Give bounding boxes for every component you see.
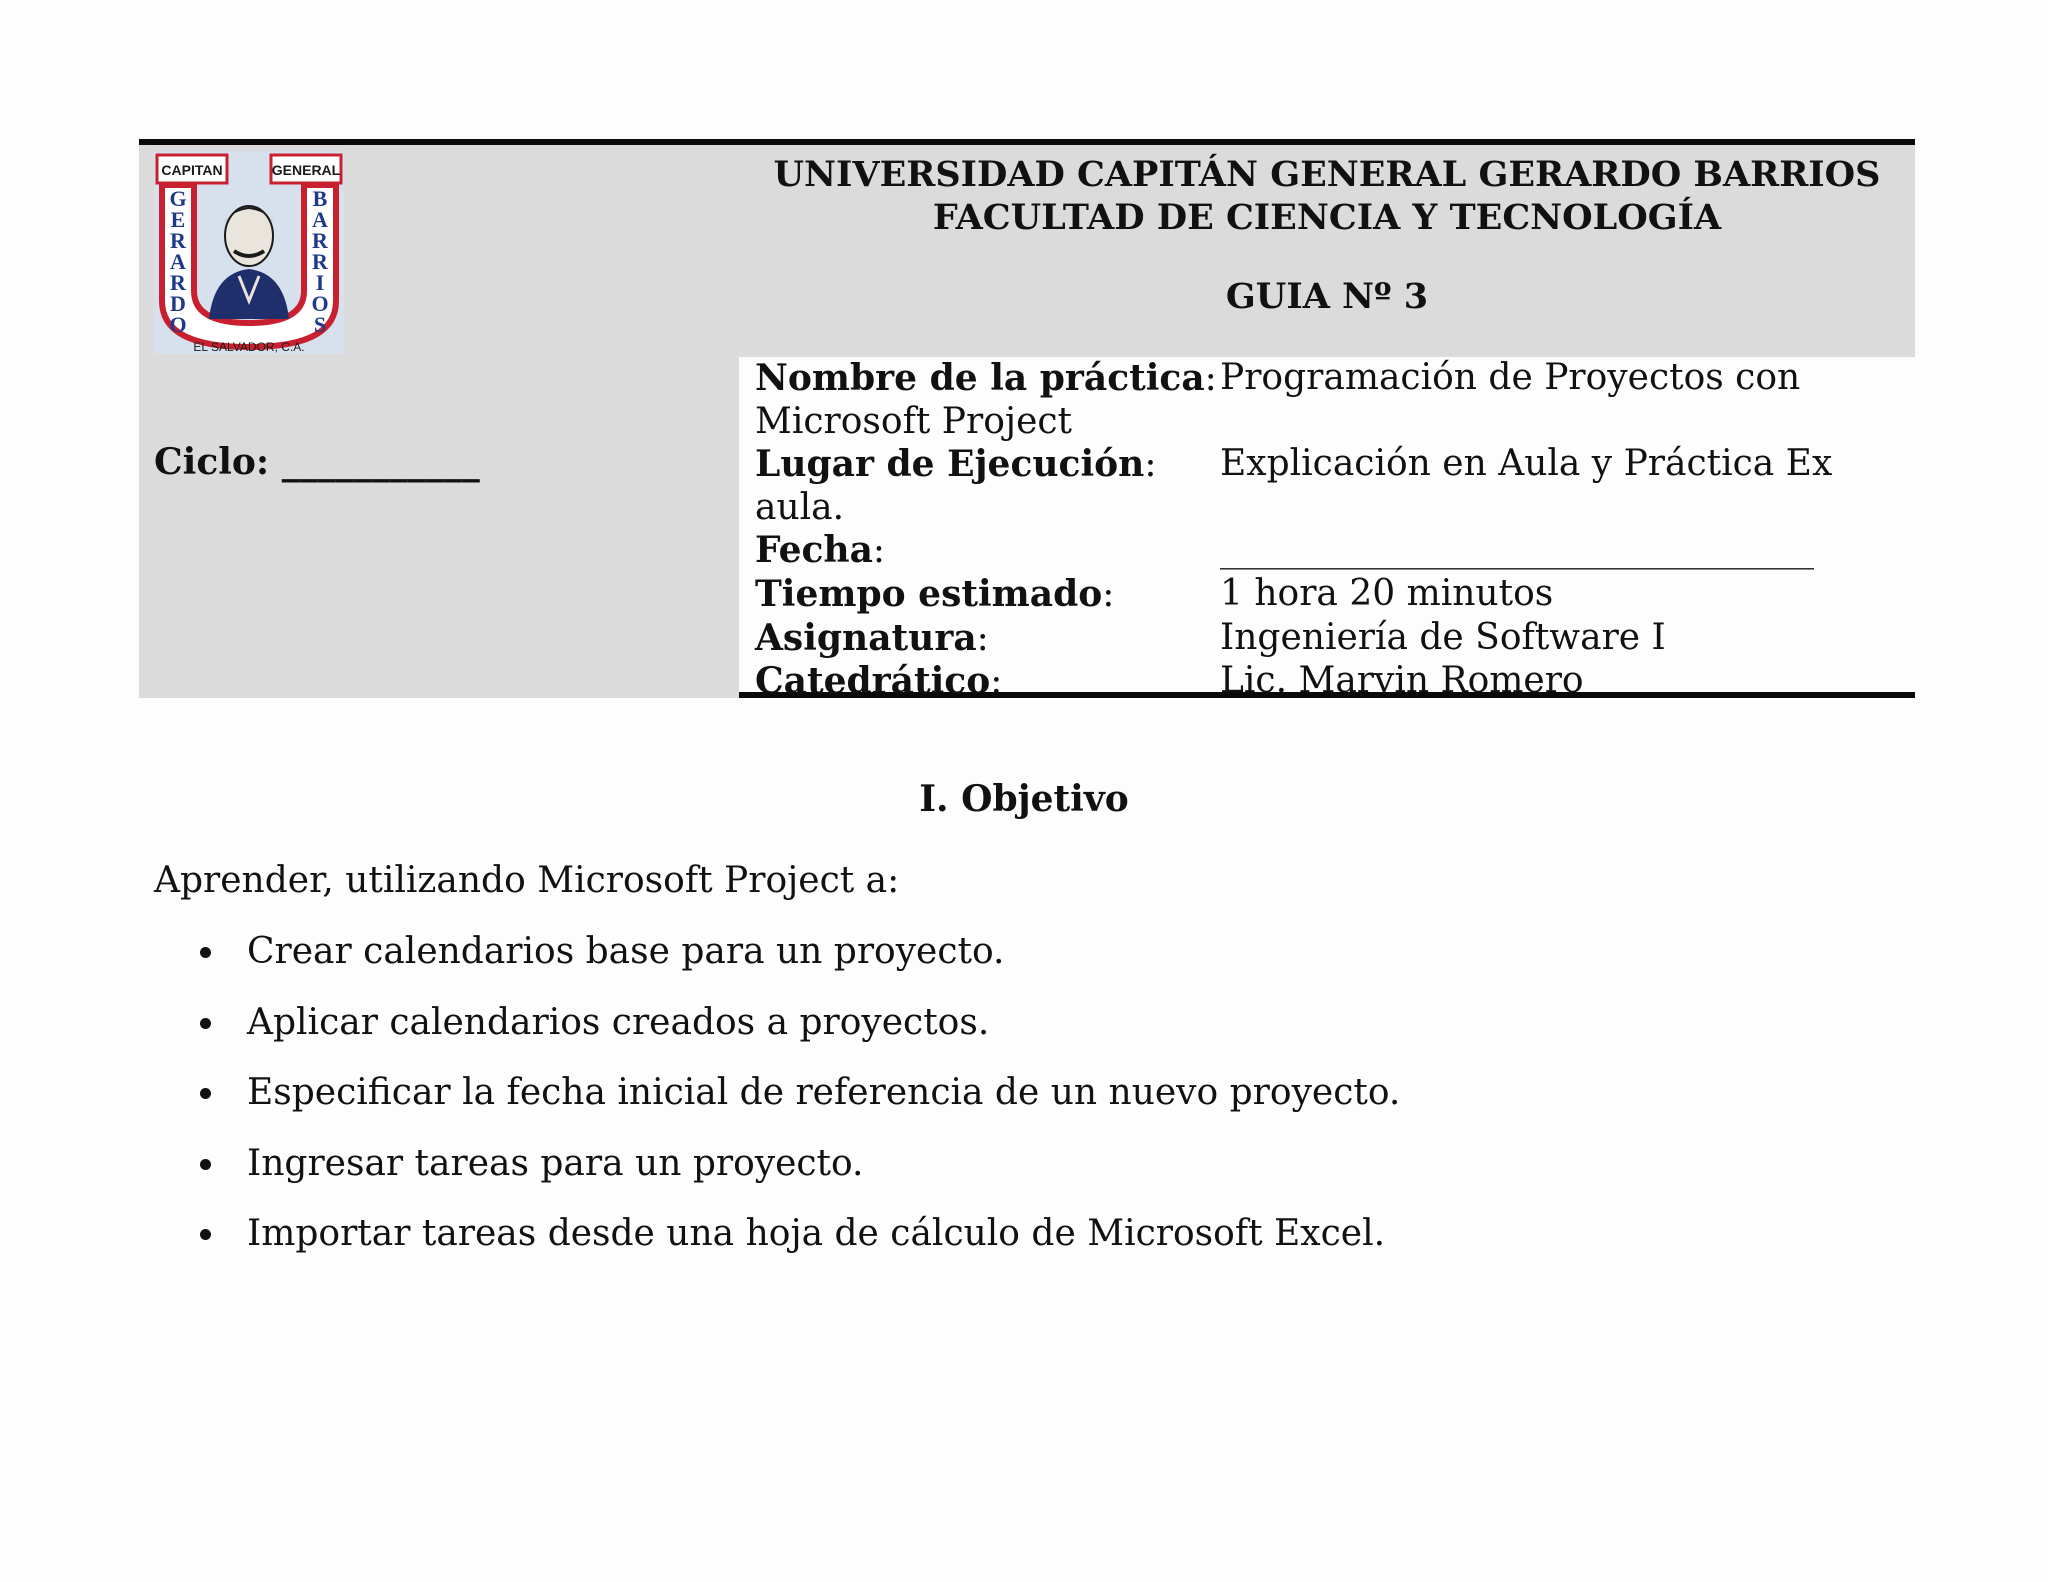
ciclo-field: Ciclo: ___________ xyxy=(154,441,480,483)
info-label: Lugar de Ejecución xyxy=(755,443,1145,486)
svg-text:A: A xyxy=(170,249,186,274)
bullet-icon xyxy=(200,1159,211,1170)
info-value-continuation: Microsoft Project xyxy=(755,400,1073,442)
header-titles xyxy=(739,153,1915,239)
svg-text:O: O xyxy=(311,291,329,316)
svg-text:G: G xyxy=(169,186,187,211)
logo-bottom-label: EL SALVADOR, C.A. xyxy=(193,340,305,354)
svg-text:R: R xyxy=(312,249,328,274)
svg-text:B: B xyxy=(312,186,328,211)
logo-label-right: GENERAL xyxy=(271,162,341,178)
info-label: Catedrático xyxy=(755,660,991,703)
info-row-lugar: Lugar de Ejecución: Explicación en Aula y Práctica Ex xyxy=(755,443,1833,486)
guide-number: GUIA Nº 3 xyxy=(1225,276,1429,317)
document-header xyxy=(139,139,1915,703)
info-value: _________________________________ xyxy=(1220,529,1814,571)
bullet-icon xyxy=(200,1229,211,1240)
svg-text:R: R xyxy=(170,228,186,253)
info-row-nombre-cont xyxy=(755,401,1905,444)
info-value: Explicación en Aula y Práctica Ex xyxy=(1220,443,1833,485)
svg-text:R: R xyxy=(170,270,186,295)
section-intro: Aprender, utilizando Microsoft Project a: xyxy=(154,860,900,901)
svg-text:R: R xyxy=(312,228,328,253)
info-value: Ingeniería de Software I xyxy=(1220,616,1666,658)
practice-info xyxy=(755,357,1905,704)
info-row-lugar-cont xyxy=(755,487,1905,530)
svg-text:I: I xyxy=(315,270,325,295)
info-row-nombre: Nombre de la práctica: Programación de Proyectos con xyxy=(755,357,1801,399)
svg-text:A: A xyxy=(312,207,328,232)
info-value: Lic. Marvin Romero xyxy=(1220,660,1584,702)
info-value: Programación de Proyectos con xyxy=(1220,357,1801,398)
info-row-asignatura: Asignatura: Ingeniería de Software I xyxy=(755,616,1666,659)
header-left-panel xyxy=(139,357,739,698)
bullet-icon xyxy=(200,947,211,958)
info-label: Tiempo estimado xyxy=(755,572,1103,615)
university-name: UNIVERSIDAD CAPITÁN GENERAL GERARDO BARRIOS xyxy=(773,154,1881,195)
faculty-name: FACULTAD DE CIENCIA Y TECNOLOGÍA xyxy=(932,197,1722,238)
info-row-fecha: Fecha: _________________________________ xyxy=(755,529,1814,572)
info-label: Asignatura xyxy=(755,616,977,659)
document-page: CAPITAN GENERAL G E R A R D O B A R R I O S EL SALVADOR, C.A. UNIVERSIDAD CAPITÁN GENERAL GERARDO BARRIOS FACULTAD DE CIENCIA Y TECNOLOGÍA GUIA Nº 3 Ciclo: ___________ Nombre de la práctica: Programación de Proyectos con Microsoft Project Lugar de Ejecución: Explicación en Aula y Práctica Ex aula. Fecha: _________________________________ Tiempo estimado: 1 hora 20 minutos Asignatura: Ingeniería de Software I Catedrático: Lic. Marvin Romero I. Objetivo Aprender, utilizando Microsoft Project a: Crear calendarios base para un proyecto. Aplicar calendarios creados a proyectos. Especificar la fecha inicial de referencia de un nuevo proyecto. Ingresar tareas para un proyecto. Importar tareas desde una hoja de cálculo de Microsoft Excel. xyxy=(0,0,2048,1582)
bullet-icon xyxy=(200,1018,211,1029)
logo-label-left: CAPITAN xyxy=(161,162,223,178)
section-title: I. Objetivo xyxy=(919,778,1129,820)
svg-text:E: E xyxy=(170,207,186,232)
svg-text:S: S xyxy=(313,312,327,337)
bullet-icon xyxy=(200,1088,211,1099)
svg-text:D: D xyxy=(170,291,186,316)
info-label: Fecha xyxy=(755,529,873,572)
info-value: 1 hora 20 minutos xyxy=(1220,572,1554,614)
svg-text:O: O xyxy=(169,312,187,337)
info-label: Nombre de la práctica xyxy=(755,357,1205,399)
info-value-continuation: aula. xyxy=(755,486,845,528)
info-row-tiempo: Tiempo estimado: 1 hora 20 minutos xyxy=(755,572,1554,615)
university-logo xyxy=(154,151,344,354)
info-row-catedratico: Catedrático: Lic. Marvin Romero xyxy=(755,660,1584,703)
